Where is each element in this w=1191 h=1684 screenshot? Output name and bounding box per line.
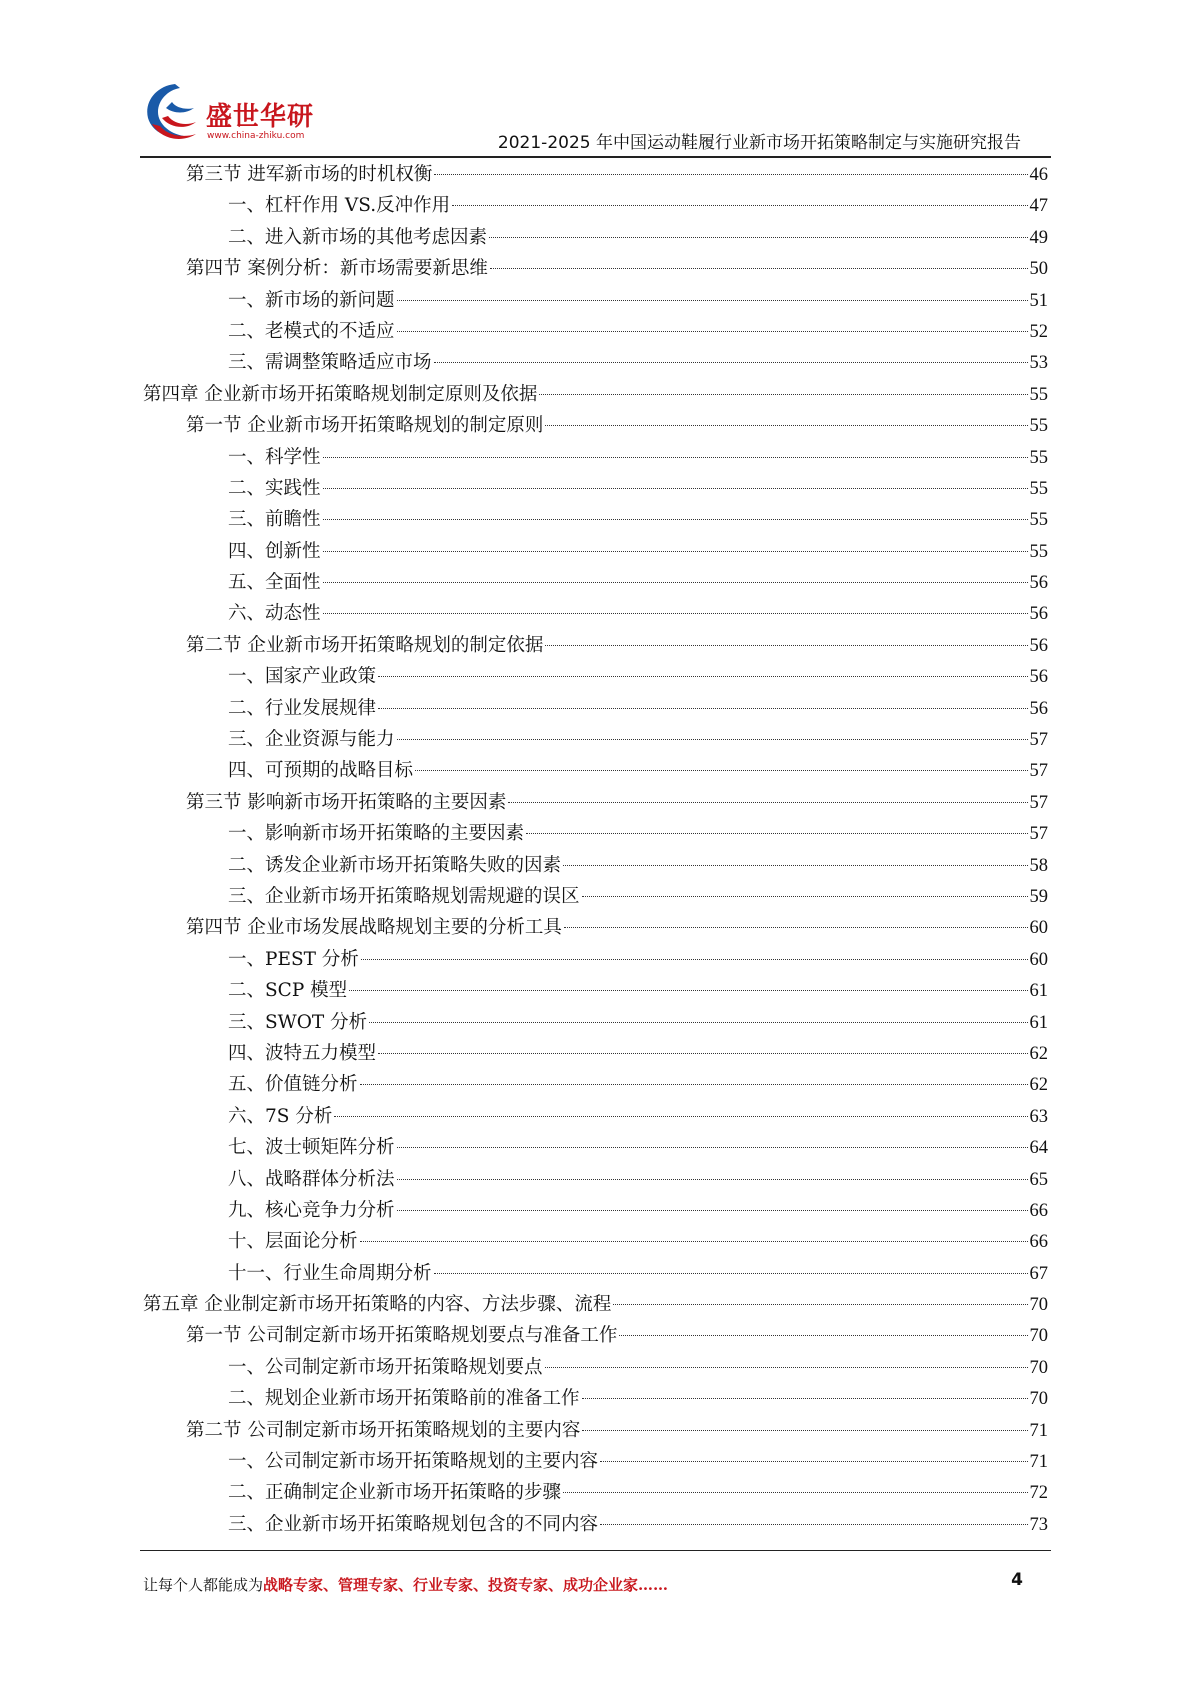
toc-entry-page: 70 — [1029, 1389, 1048, 1410]
toc-entry[interactable] — [143, 1007, 1048, 1038]
toc-entry[interactable] — [143, 442, 1048, 473]
toc-entry-page: 71 — [1029, 1452, 1048, 1473]
toc-entry-page: 62 — [1029, 1043, 1048, 1064]
toc-entry-label: 八、战略群体分析法 — [228, 1168, 395, 1190]
toc-entry-page: 50 — [1029, 259, 1048, 280]
toc-entry-label: 第二节 公司制定新市场开拓策略规划的主要内容 — [186, 1419, 581, 1441]
toc-entry-label: 三、SWOT 分析 — [228, 1011, 368, 1033]
toc-entry-page: 62 — [1029, 1075, 1048, 1096]
toc-entry[interactable] — [143, 1226, 1048, 1257]
toc-leader-dots — [323, 582, 1028, 583]
toc-entry[interactable] — [143, 536, 1048, 567]
toc-entry-label: 四、波特五力模型 — [228, 1042, 377, 1064]
toc-leader-dots — [600, 1524, 1027, 1525]
toc-entry-page: 55 — [1029, 384, 1048, 405]
toc-entry[interactable] — [143, 598, 1048, 629]
toc-entry-label: 十一、行业生命周期分析 — [228, 1262, 432, 1284]
toc-leader-dots — [361, 959, 1028, 960]
toc-entry[interactable] — [143, 1069, 1048, 1100]
toc-entry[interactable] — [143, 1132, 1048, 1163]
toc-entry[interactable] — [143, 1477, 1048, 1508]
toc-entry-label: 二、实践性 — [228, 477, 321, 499]
toc-leader-dots — [360, 1084, 1028, 1085]
toc-entry-label: 九、核心竞争力分析 — [228, 1199, 395, 1221]
toc-entry-page: 46 — [1029, 165, 1048, 185]
toc-leader-dots — [397, 331, 1028, 332]
toc-entry-label: 二、SCP 模型 — [228, 980, 348, 1002]
toc-entry[interactable] — [143, 630, 1048, 661]
toc-entry-label: 一、科学性 — [228, 446, 321, 468]
toc-entry-label: 二、行业发展规律 — [228, 697, 377, 719]
toc-entry[interactable] — [143, 912, 1048, 943]
toc-entry-label: 第五章 企业制定新市场开拓策略的内容、方法步骤、流程 — [143, 1294, 612, 1316]
toc-entry-label: 一、新市场的新问题 — [228, 289, 395, 311]
toc-entry-page: 49 — [1029, 227, 1048, 248]
toc-leader-dots — [397, 1147, 1028, 1148]
toc-entry-page: 66 — [1029, 1232, 1048, 1253]
report-title: 2021-2025 年中国运动鞋履行业新市场开拓策略制定与实施研究报告 — [497, 133, 1021, 153]
toc-entry[interactable] — [143, 944, 1048, 975]
toc-entry[interactable] — [143, 787, 1048, 818]
toc-entry[interactable] — [143, 190, 1048, 221]
page-number: 4 — [1011, 1570, 1023, 1590]
toc-leader-dots — [489, 237, 1027, 238]
toc-leader-dots — [563, 865, 1027, 866]
toc-entry-page: 60 — [1029, 949, 1048, 970]
toc-entry-page: 65 — [1029, 1169, 1048, 1190]
toc-entry-page: 56 — [1029, 698, 1048, 719]
toc-leader-dots — [397, 1179, 1028, 1180]
toc-leader-dots — [323, 613, 1028, 614]
toc-entry-label: 第一节 企业新市场开拓策略规划的制定原则 — [186, 415, 544, 437]
toc-entry-label: 第四节 案例分析：新市场需要新思维 — [186, 258, 488, 280]
toc-entry-label: 六、7S 分析 — [228, 1105, 333, 1127]
footer-suffix: …… — [638, 1576, 669, 1594]
toc-entry-label: 二、规划企业新市场开拓策略前的准备工作 — [228, 1388, 580, 1410]
toc-entry[interactable] — [143, 222, 1048, 253]
toc-entry[interactable] — [143, 473, 1048, 504]
table-of-contents — [143, 159, 1048, 1540]
toc-leader-dots — [545, 425, 1027, 426]
toc-leader-dots — [323, 457, 1028, 458]
toc-leader-dots — [526, 833, 1027, 834]
toc-leader-dots — [397, 300, 1028, 301]
toc-entry-page: 55 — [1029, 478, 1048, 499]
toc-entry-page: 61 — [1029, 1012, 1048, 1033]
toc-leader-dots — [323, 551, 1028, 552]
toc-leader-dots — [582, 896, 1028, 897]
toc-entry[interactable] — [143, 347, 1048, 378]
toc-leader-dots — [323, 488, 1028, 489]
toc-entry[interactable] — [143, 1415, 1048, 1446]
toc-entry[interactable] — [143, 285, 1048, 316]
toc-entry-label: 第三节 影响新市场开拓策略的主要因素 — [186, 791, 507, 813]
toc-entry[interactable] — [143, 975, 1048, 1006]
footer-divider — [140, 1550, 1051, 1551]
toc-leader-dots — [563, 1492, 1027, 1493]
toc-entry-label: 十、层面论分析 — [228, 1231, 358, 1253]
toc-leader-dots — [508, 802, 1027, 803]
toc-entry-label: 三、企业资源与能力 — [228, 729, 395, 751]
toc-entry-label: 第二节 企业新市场开拓策略规划的制定依据 — [186, 634, 544, 656]
toc-entry[interactable] — [143, 567, 1048, 598]
toc-leader-dots — [378, 676, 1027, 677]
logo-url: www.china-zhiku.com — [207, 131, 305, 141]
toc-entry[interactable] — [143, 253, 1048, 284]
toc-leader-dots — [545, 1367, 1028, 1368]
toc-entry-label: 第四章 企业新市场开拓策略规划制定原则及依据 — [143, 383, 538, 405]
toc-entry-label: 二、诱发企业新市场开拓策略失败的因素 — [228, 854, 562, 876]
toc-entry-label: 四、创新性 — [228, 540, 321, 562]
toc-leader-dots — [434, 1273, 1028, 1274]
footer-slogan — [143, 1574, 668, 1595]
toc-entry[interactable] — [143, 1038, 1048, 1069]
toc-entry[interactable] — [143, 379, 1048, 410]
toc-entry-page: 55 — [1029, 510, 1048, 531]
toc-entry[interactable] — [143, 1320, 1048, 1351]
toc-leader-dots — [434, 174, 1027, 175]
toc-entry-label: 七、波士顿矩阵分析 — [228, 1137, 395, 1159]
toc-entry-page: 64 — [1029, 1138, 1048, 1159]
toc-entry[interactable] — [143, 661, 1048, 692]
toc-entry-label: 六、动态性 — [228, 603, 321, 625]
toc-leader-dots — [619, 1335, 1027, 1336]
toc-entry-page: 55 — [1029, 541, 1048, 562]
toc-entry[interactable] — [143, 504, 1048, 535]
toc-entry[interactable] — [143, 1352, 1048, 1383]
toc-entry-label: 三、前瞻性 — [228, 509, 321, 531]
toc-entry-page: 58 — [1029, 855, 1048, 876]
toc-entry-page: 61 — [1029, 981, 1048, 1002]
toc-entry[interactable] — [143, 316, 1048, 347]
toc-leader-dots — [360, 1241, 1028, 1242]
toc-entry[interactable] — [143, 1446, 1048, 1477]
toc-entry-page: 57 — [1029, 730, 1048, 751]
toc-entry[interactable] — [143, 881, 1048, 912]
toc-entry-page: 53 — [1029, 353, 1048, 374]
toc-entry-page: 55 — [1029, 447, 1048, 468]
toc-leader-dots — [369, 1022, 1027, 1023]
toc-entry-page: 72 — [1029, 1483, 1048, 1504]
toc-entry-page: 70 — [1029, 1295, 1048, 1316]
footer-highlight: 战略专家、管理专家、行业专家、投资专家、成功企业家 — [263, 1576, 639, 1594]
toc-entry-page: 56 — [1029, 667, 1048, 688]
toc-entry-page: 67 — [1029, 1263, 1048, 1284]
toc-leader-dots — [378, 708, 1027, 709]
toc-entry-label: 三、需调整策略适应市场 — [228, 352, 432, 374]
toc-leader-dots — [397, 1210, 1028, 1211]
toc-entry[interactable] — [143, 410, 1048, 441]
toc-entry-label: 一、影响新市场开拓策略的主要因素 — [228, 823, 525, 845]
toc-entry-label: 五、价值链分析 — [228, 1074, 358, 1096]
toc-leader-dots — [323, 519, 1028, 520]
logo-name: 盛世华研 — [206, 102, 315, 132]
toc-entry-label: 第三节 进军新市场的时机权衡 — [186, 164, 433, 185]
toc-entry-page: 71 — [1029, 1420, 1048, 1441]
toc-leader-dots — [600, 1461, 1027, 1462]
toc-entry-label: 三、企业新市场开拓策略规划需规避的误区 — [228, 885, 580, 907]
toc-leader-dots — [613, 1304, 1027, 1305]
toc-entry-label: 五、全面性 — [228, 572, 321, 594]
toc-entry-label: 二、进入新市场的其他考虑因素 — [228, 226, 488, 248]
toc-leader-dots — [545, 645, 1027, 646]
toc-entry[interactable] — [143, 850, 1048, 881]
toc-entry-page: 70 — [1029, 1326, 1048, 1347]
toc-entry-page: 56 — [1029, 635, 1048, 656]
toc-leader-dots — [452, 205, 1027, 206]
toc-entry-page: 73 — [1029, 1514, 1048, 1535]
toc-entry-page: 70 — [1029, 1357, 1048, 1378]
toc-leader-dots — [378, 1053, 1027, 1054]
toc-entry-label: 第四节 企业市场发展战略规划主要的分析工具 — [186, 917, 562, 939]
toc-entry-page: 60 — [1029, 918, 1048, 939]
toc-entry-label: 第一节 公司制定新市场开拓策略规划要点与准备工作 — [186, 1325, 618, 1347]
toc-leader-dots — [349, 990, 1027, 991]
toc-leader-dots — [539, 394, 1027, 395]
toc-entry[interactable] — [143, 818, 1048, 849]
toc-entry-label: 三、企业新市场开拓策略规划包含的不同内容 — [228, 1513, 599, 1535]
toc-entry-page: 57 — [1029, 792, 1048, 813]
toc-entry-label: 一、公司制定新市场开拓策略规划要点 — [228, 1356, 543, 1378]
toc-entry-label: 二、老模式的不适应 — [228, 320, 395, 342]
toc-entry[interactable] — [143, 1101, 1048, 1132]
logo-swoosh-icon — [140, 78, 210, 148]
toc-entry-page: 52 — [1029, 321, 1048, 342]
toc-entry[interactable] — [143, 724, 1048, 755]
header-divider — [140, 156, 1051, 158]
toc-entry-page: 47 — [1029, 196, 1048, 217]
toc-entry[interactable] — [143, 1289, 1048, 1320]
toc-entry-label: 一、公司制定新市场开拓策略规划的主要内容 — [228, 1451, 599, 1473]
toc-entry[interactable] — [143, 755, 1048, 786]
toc-leader-dots — [582, 1398, 1028, 1399]
toc-entry-label: 一、PEST 分析 — [228, 948, 359, 970]
toc-entry[interactable] — [143, 1509, 1048, 1540]
toc-entry[interactable] — [143, 1383, 1048, 1414]
toc-leader-dots — [564, 927, 1028, 928]
toc-entry-page: 56 — [1029, 573, 1048, 594]
toc-entry-label: 四、可预期的战略目标 — [228, 760, 414, 782]
toc-entry-page: 66 — [1029, 1200, 1048, 1221]
toc-entry-page: 63 — [1029, 1106, 1048, 1127]
toc-entry-page: 55 — [1029, 416, 1048, 437]
toc-entry-page: 51 — [1029, 290, 1048, 311]
toc-entry-page: 56 — [1029, 604, 1048, 625]
toc-entry-label: 一、国家产业政策 — [228, 666, 377, 688]
toc-leader-dots — [415, 770, 1027, 771]
toc-entry[interactable] — [143, 159, 1048, 190]
toc-entry-page: 59 — [1029, 886, 1048, 907]
toc-entry-label: 一、杠杆作用 VS.反冲作用 — [228, 195, 451, 217]
toc-entry[interactable] — [143, 1195, 1048, 1226]
footer-prefix: 让每个人都能成为 — [143, 1576, 264, 1594]
toc-entry[interactable] — [143, 693, 1048, 724]
toc-entry[interactable] — [143, 1258, 1048, 1289]
toc-entry-label: 二、正确制定企业新市场开拓策略的步骤 — [228, 1482, 562, 1504]
toc-leader-dots — [434, 362, 1028, 363]
toc-leader-dots — [582, 1430, 1027, 1431]
toc-entry-page: 57 — [1029, 761, 1048, 782]
toc-leader-dots — [490, 268, 1028, 269]
toc-entry-page: 57 — [1029, 824, 1048, 845]
toc-entry[interactable] — [143, 1164, 1048, 1195]
toc-leader-dots — [334, 1116, 1027, 1117]
toc-leader-dots — [397, 739, 1028, 740]
